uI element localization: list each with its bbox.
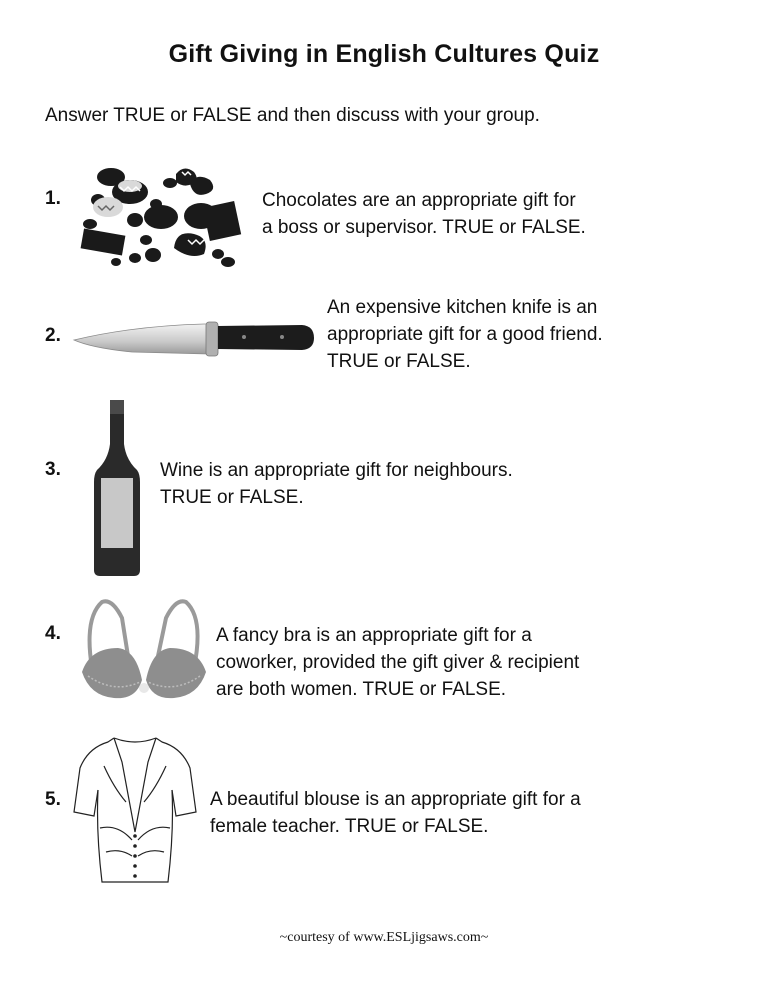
footer-credit: ~courtesy of www.ESLjigsaws.com~	[279, 930, 489, 945]
kitchen-knife-image	[72, 318, 316, 358]
bra-image	[78, 598, 210, 708]
question-number-4: 4.	[45, 623, 61, 644]
page-title: Gift Giving in English Cultures Quiz	[168, 40, 600, 68]
chocolates-image	[78, 162, 250, 272]
instructions: Answer TRUE or FALSE and then discuss with your group.	[45, 105, 540, 126]
question-number-5: 5.	[45, 789, 61, 810]
question-text-5: A beautiful blouse is an appropriate gift for a female teacher. TRUE or FALSE.	[210, 789, 581, 837]
question-number-3: 3.	[45, 459, 61, 480]
question-text-2: An expensive kitchen knife is an appropriate gift for a good friend. TRUE or FALSE.	[327, 297, 603, 372]
question-number-1: 1.	[45, 188, 61, 209]
question-text-1: Chocolates are an appropriate gift for a boss or supervisor. TRUE or FALSE.	[262, 190, 586, 238]
blouse-image	[70, 732, 200, 892]
question-text-4: A fancy bra is an appropriate gift for a coworker, provided the gift giver & recipient are both women. TRUE or FALSE.	[216, 625, 580, 700]
wine-bottle-image	[93, 398, 141, 578]
question-text-3: Wine is an appropriate gift for neighbours. TRUE or FALSE.	[160, 460, 513, 508]
question-number-2: 2.	[45, 325, 61, 346]
